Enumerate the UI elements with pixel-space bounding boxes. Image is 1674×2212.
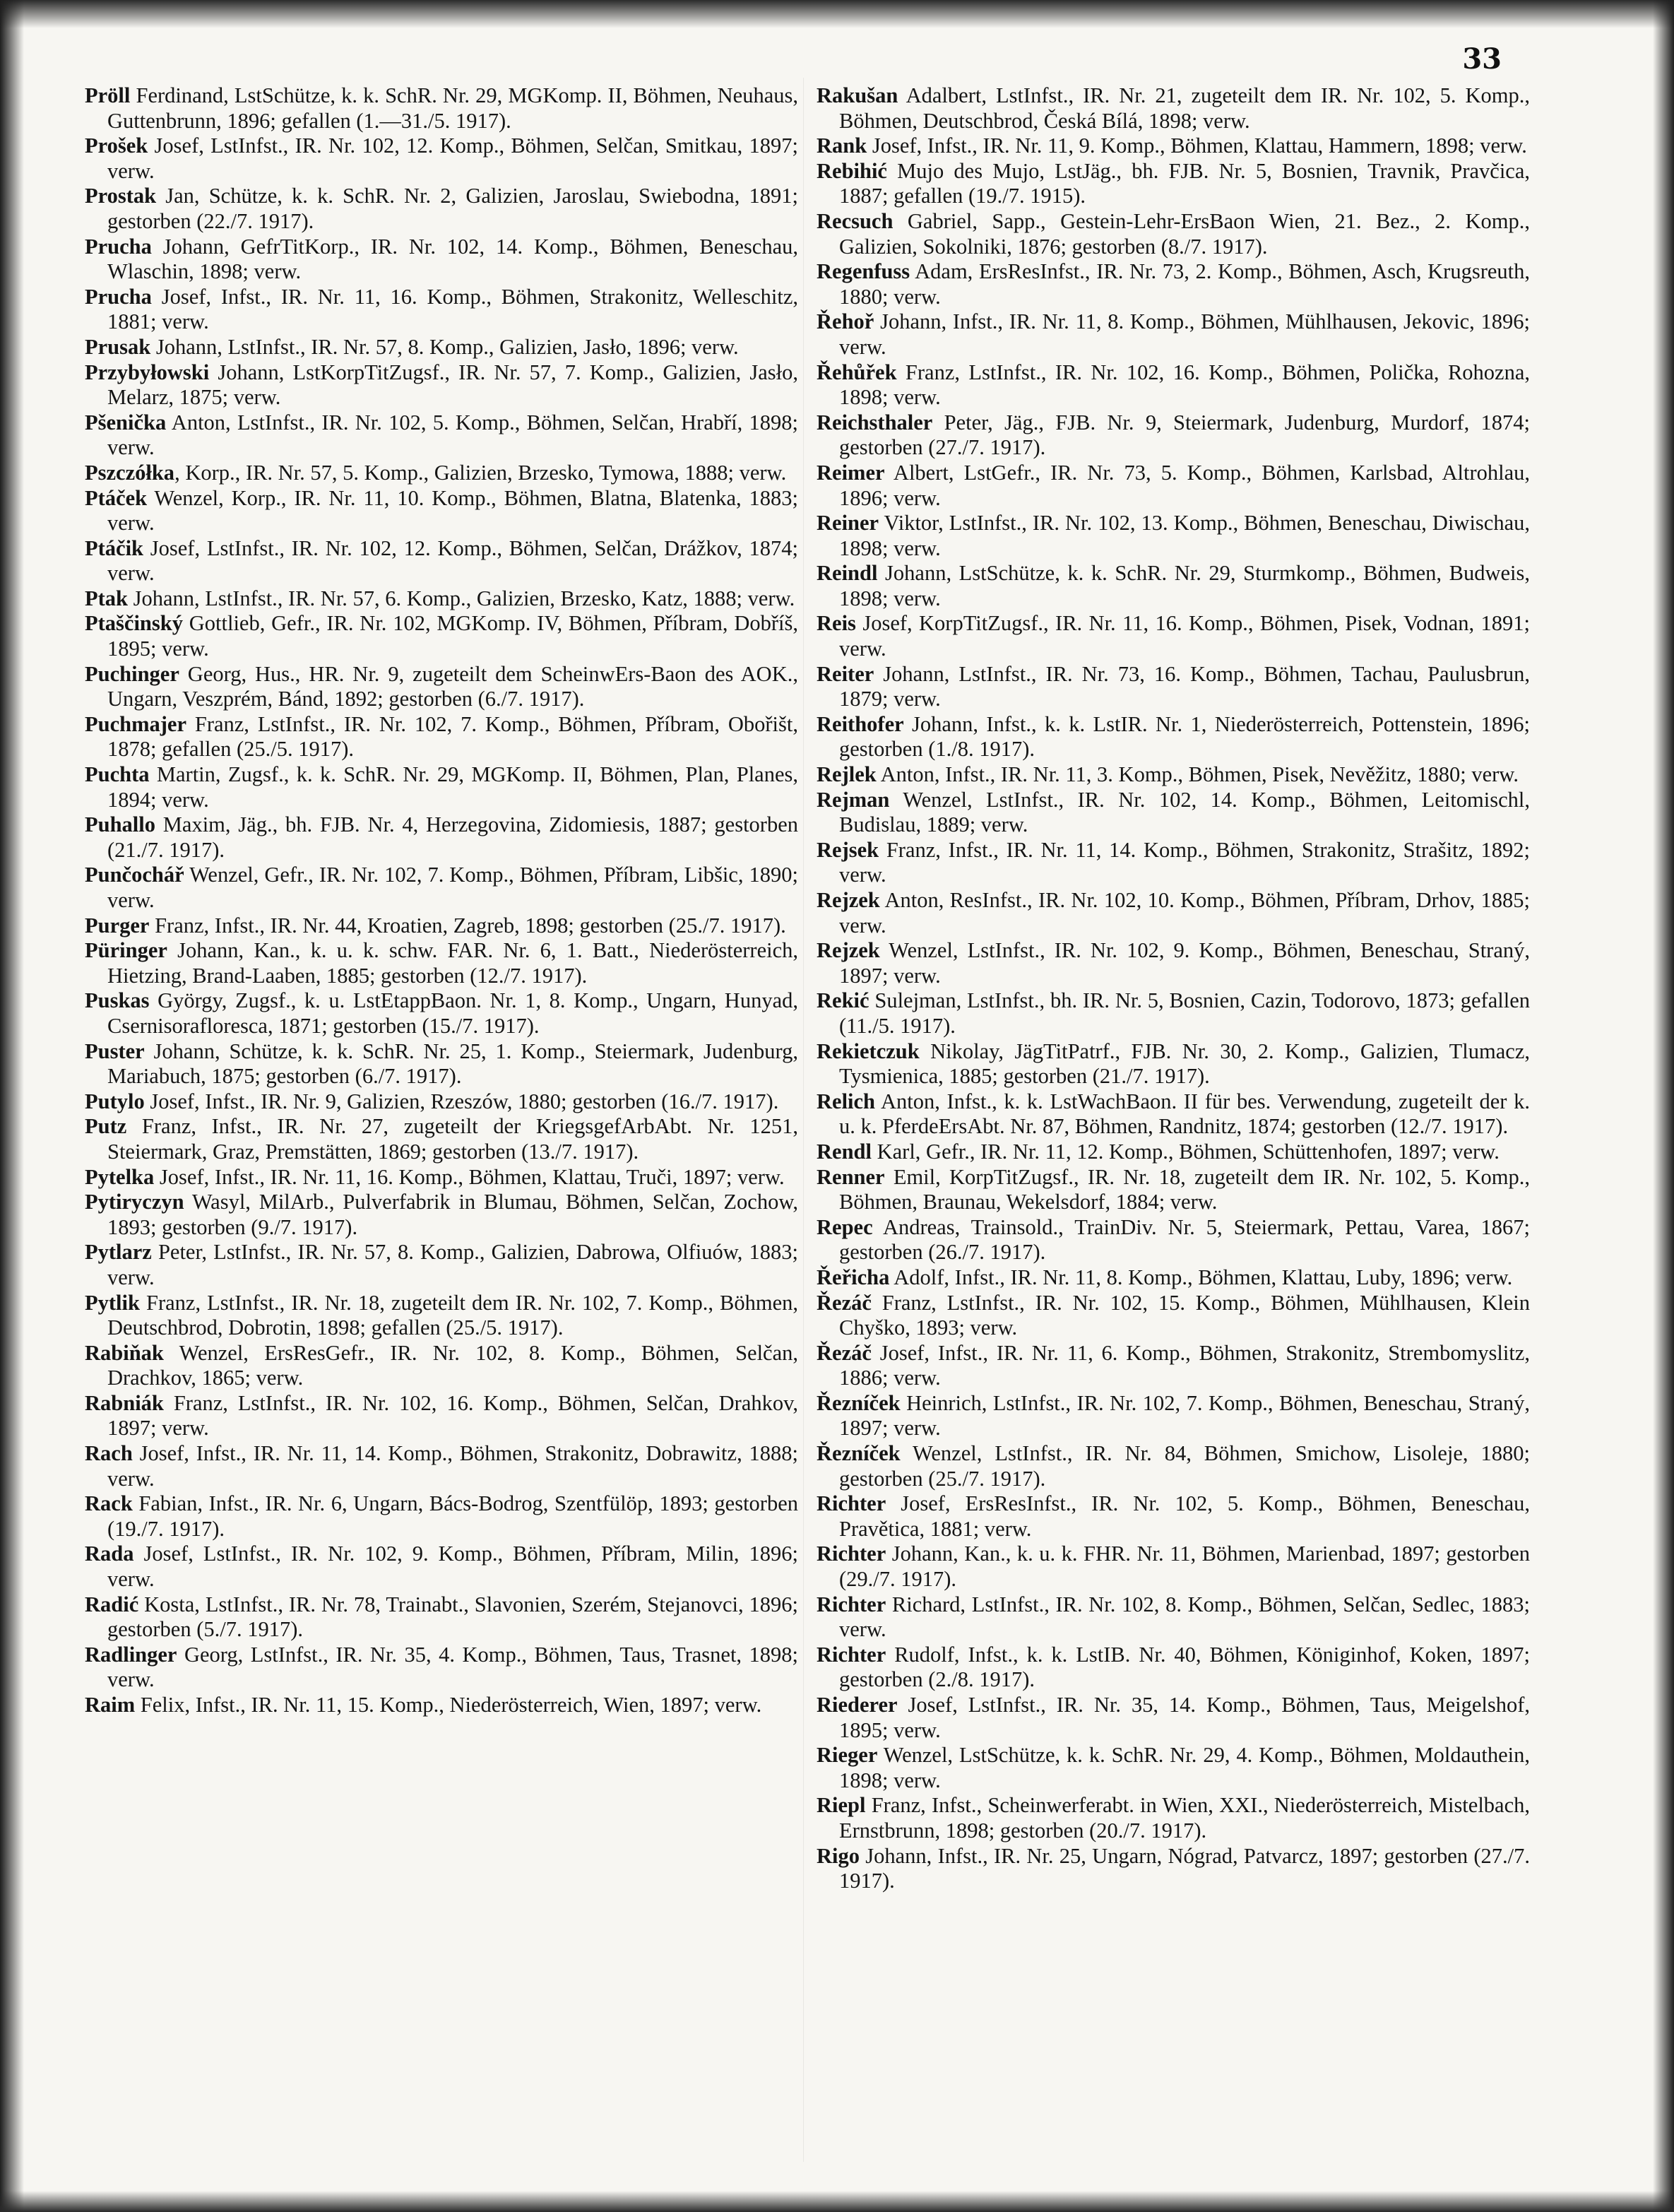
entry-surname: Rendl [817, 1139, 872, 1164]
entry-details: Felix, Infst., IR. Nr. 11, 15. Komp., Niederösterreich, Wien, 1897; verw. [135, 1693, 762, 1717]
entry-details: Johann, Infst., IR. Nr. 25, Ungarn, Nógrad, Patvarcz, 1897; gestorben (27./7. 1917). [839, 1843, 1530, 1893]
entry-details: Georg, LstInfst., IR. Nr. 35, 4. Komp., Böhmen, Taus, Trasnet, 1898; verw. [107, 1642, 798, 1692]
entry-details: Adam, ErsResInfst., IR. Nr. 73, 2. Komp., Böhmen, Asch, Krugsreuth, 1880; verw. [839, 259, 1530, 309]
casualty-entry [817, 1165, 1530, 1215]
entry-details: Josef, Infst., IR. Nr. 11, 14. Komp., Böhmen, Strakonitz, Dobrawitz, 1888; verw. [107, 1441, 798, 1491]
casualty-entry [817, 1215, 1530, 1265]
entry-details: Josef, ErsResInfst., IR. Nr. 102, 5. Komp., Böhmen, Beneschau, Pravětica, 1881; verw. [839, 1491, 1530, 1541]
entry-details: Wenzel, ErsResGefr., IR. Nr. 102, 8. Komp., Böhmen, Selčan, Drachkov, 1865; verw. [107, 1340, 798, 1390]
casualty-entry [817, 888, 1530, 938]
casualty-entry [817, 1140, 1530, 1165]
casualty-entry [85, 461, 798, 486]
entry-surname: Řezáč [817, 1340, 872, 1365]
casualty-entry [817, 762, 1530, 788]
entry-details: Richard, LstInfst., IR. Nr. 102, 8. Komp., Böhmen, Selčan, Sedlec, 1883; verw. [839, 1592, 1530, 1642]
entry-surname: Prošek [85, 134, 148, 158]
casualty-entry [817, 461, 1530, 511]
casualty-entry [85, 938, 798, 988]
entry-details: Johann, LstSchütze, k. k. SchR. Nr. 29, Sturmkomp., Böhmen, Budweis, 1898; verw. [839, 561, 1530, 610]
casualty-entry [85, 184, 798, 234]
page-number: 33 [1462, 42, 1502, 76]
entry-details: Franz, LstInfst., IR. Nr. 18, zugeteilt dem IR. Nr. 102, 7. Komp., Böhmen, Deutschbrod, Dobrotin, 1898; gefallen (25./5. 1917). [107, 1290, 798, 1340]
entry-surname: Repec [817, 1214, 873, 1239]
casualty-entry [85, 134, 798, 184]
entry-details: Rudolf, Infst., k. k. LstIB. Nr. 40, Böhmen, Königinhof, Koken, 1897; gestorben (2./8. 1917). [839, 1642, 1530, 1692]
entry-surname: Riederer [817, 1693, 898, 1717]
entry-details: Ferdinand, LstSchütze, k. k. SchR. Nr. 29, MGKomp. II, Böhmen, Neuhaus, Guttenbrunn, 1896; gefallen (1.—31./5. 1917). [107, 83, 798, 133]
entry-details: Johann, LstInfst., IR. Nr. 73, 16. Komp., Böhmen, Tachau, Paulusbrun, 1879; verw. [839, 661, 1530, 711]
entry-surname: Prusak [85, 334, 151, 359]
entry-details: Johann, LstKorpTitZugsf., IR. Nr. 57, 7. Komp., Galizien, Jasło, Melarz, 1875; verw. [107, 360, 798, 410]
casualty-entry [85, 1240, 798, 1290]
entry-details: Johann, Kan., k. u. k. schw. FAR. Nr. 6, 1. Batt., Niederösterreich, Hietzing, Brand-Laaben, 1885; gestorben (12./7. 1917). [107, 938, 798, 988]
casualty-entry [817, 511, 1530, 561]
entry-surname: Rabiňak [85, 1340, 164, 1365]
entry-surname: Püringer [85, 938, 167, 963]
entry-details: Emil, KorpTitZugsf., IR. Nr. 18, zugeteilt dem IR. Nr. 102, 5. Komp., Böhmen, Braunau, Wekelsdorf, 1884; verw. [839, 1164, 1530, 1214]
entry-details: Franz, LstInfst., IR. Nr. 102, 16. Komp., Böhmen, Selčan, Drahkov, 1897; verw. [107, 1390, 798, 1441]
entry-surname: Reichsthaler [817, 410, 933, 434]
entry-surname: Richter [817, 1542, 886, 1566]
entry-details: Johann, LstInfst., IR. Nr. 57, 8. Komp., Galizien, Jasło, 1896; verw. [150, 334, 739, 359]
entry-surname: Reiner [817, 511, 879, 536]
entry-details: Josef, KorpTitZugsf., IR. Nr. 11, 16. Komp., Böhmen, Pisek, Vodnan, 1891; verw. [839, 611, 1530, 661]
casualty-entry [85, 1693, 798, 1718]
entry-surname: Reis [817, 611, 856, 636]
casualty-entry [817, 561, 1530, 611]
casualty-entry [817, 788, 1530, 838]
casualty-entry [817, 1592, 1530, 1643]
left-column [85, 83, 798, 1718]
casualty-entry [85, 1291, 798, 1341]
casualty-entry [817, 1039, 1530, 1089]
entry-surname: Reiter [817, 661, 874, 686]
entry-surname: Ptak [85, 586, 128, 610]
casualty-entry [85, 335, 798, 360]
entry-details: Franz, Infst., IR. Nr. 44, Kroatien, Zagreb, 1898; gestorben (25./7. 1917). [149, 913, 786, 938]
entry-details: Josef, Infst., IR. Nr. 11, 9. Komp., Böhmen, Klattau, Hammern, 1898; verw. [867, 134, 1527, 158]
casualty-entry [85, 1592, 798, 1643]
entry-details: Johann, Kan., k. u. k. FHR. Nr. 11, Böhmen, Marienbad, 1897; gestorben (29./7. 1917). [839, 1542, 1530, 1592]
entry-details: Georg, Hus., HR. Nr. 9, zugeteilt dem SchеinwErs-Baon des AOK., Ungarn, Veszprém, Bánd, 1892; gestorben (6./7. 1917). [107, 661, 798, 711]
casualty-entry [85, 410, 798, 461]
entry-surname: Rack [85, 1491, 133, 1516]
casualty-entry [85, 1114, 798, 1164]
casualty-entry [85, 1441, 798, 1491]
casualty-entry [817, 938, 1530, 988]
entry-surname: Rabniák [85, 1390, 164, 1415]
casualty-entry [85, 913, 798, 939]
entry-surname: Rieger [817, 1743, 878, 1768]
entry-surname: Řezníček [817, 1441, 901, 1466]
entry-surname: Pšenička [85, 410, 167, 434]
casualty-entry [817, 1265, 1530, 1291]
entry-details: Johann, Infst., k. k. LstIR. Nr. 1, Niederösterreich, Pottenstein, 1896; gestorben (1./8. 1917). [839, 711, 1530, 762]
entry-surname: Puskas [85, 988, 150, 1013]
entry-surname: Purger [85, 913, 150, 938]
casualty-entry [817, 611, 1530, 661]
entry-details: Johann, GefrTitKorp., IR. Nr. 102, 14. Komp., Böhmen, Beneschau, Wlaschin, 1898; verw. [107, 234, 798, 284]
casualty-entry [85, 285, 798, 335]
entry-details: Maxim, Jäg., bh. FJB. Nr. 4, Herzegovina, Zidomiesis, 1887; gestorben (21./7. 1917). [107, 812, 798, 862]
entry-details: Johann, Infst., IR. Nr. 11, 8. Komp., Böhmen, Mühlhausen, Jekovic, 1896; verw. [839, 309, 1530, 359]
casualty-entry [817, 712, 1530, 762]
casualty-entry [817, 1341, 1530, 1391]
scan-edge-top [0, 0, 1674, 28]
entry-surname: Rakušan [817, 83, 898, 107]
entry-surname: Richter [817, 1642, 886, 1667]
entry-surname: Puchinger [85, 661, 179, 686]
scan-edge-left [0, 0, 24, 2212]
casualty-entry [817, 1291, 1530, 1341]
entry-surname: Pytlik [85, 1290, 140, 1315]
entry-surname: Richter [817, 1491, 886, 1516]
entry-details: Anton, ResInfst., IR. Nr. 102, 10. Komp., Böhmen, Příbram, Drhov, 1885; verw. [839, 888, 1530, 938]
entry-details: Karl, Gefr., IR. Nr. 11, 12. Komp., Böhmen, Schüttenhofen, 1897; verw. [871, 1139, 1500, 1164]
entry-surname: Puchmajer [85, 711, 186, 736]
casualty-entry [817, 134, 1530, 159]
entry-surname: Riepl [817, 1793, 866, 1818]
entry-surname: Punčochář [85, 863, 184, 887]
entry-details: Josef, LstInfst., IR. Nr. 35, 14. Komp., Böhmen, Taus, Meigelshof, 1895; verw. [839, 1693, 1530, 1742]
column-gutter [803, 78, 804, 2162]
entry-details: Jan, Schütze, k. k. SchR. Nr. 2, Galizien, Jaroslau, Swiebodna, 1891; gestorben (22./7. 1917). [107, 184, 798, 233]
entry-surname: Řehůřek [817, 360, 897, 384]
casualty-entry [817, 838, 1530, 888]
entry-surname: Putz [85, 1114, 127, 1139]
casualty-entry [817, 159, 1530, 209]
entry-details: Albert, LstGefr., IR. Nr. 73, 5. Komp., Böhmen, Karlsbad, Altrohlau, 1896; verw. [839, 460, 1530, 510]
entry-surname: Rigo [817, 1843, 860, 1868]
entry-surname: Rekić [817, 988, 869, 1013]
entry-details: , Korp., IR. Nr. 57, 5. Komp., Galizien, Brzesko, Tymowa, 1888; verw. [174, 460, 787, 485]
entry-surname: Řeřicha [817, 1265, 890, 1289]
entry-surname: Ptáček [85, 485, 148, 510]
casualty-entry [85, 812, 798, 863]
entry-surname: Regenfuss [817, 259, 910, 284]
entry-surname: Rebihić [817, 158, 887, 183]
entry-details: Johann, Schütze, k. k. SchR. Nr. 25, 1. Komp., Steiermark, Judenburg, Mariabuch, 1875; gestorben (6./7. 1917). [107, 1039, 798, 1089]
entry-surname: Rejzek [817, 888, 880, 912]
casualty-entry [85, 662, 798, 712]
entry-details: Anton, LstInfst., IR. Nr. 102, 5. Komp., Böhmen, Selčan, Hrabří, 1898; verw. [107, 410, 798, 460]
casualty-entry [817, 1693, 1530, 1743]
entry-details: Gottlieb, Gefr., IR. Nr. 102, MGKomp. IV, Böhmen, Příbram, Dobříš, 1895; verw. [107, 611, 798, 661]
entry-surname: Rada [85, 1542, 134, 1566]
entry-surname: Recsuch [817, 208, 894, 233]
entry-surname: Řezáč [817, 1290, 872, 1315]
entry-details: Peter, LstInfst., IR. Nr. 57, 8. Komp., Galizien, Dabrowa, Olfiuów, 1883; verw. [107, 1240, 798, 1289]
entry-details: Josef, LstInfst., IR. Nr. 102, 9. Komp., Böhmen, Příbram, Milin, 1896; verw. [107, 1542, 798, 1592]
entry-details: Gabriel, Sapp., Gestein-Lehr-ErsBaon Wien, 21. Bez., 2. Komp., Galizien, Sokolniki, 1876; gestorben (8./7. 1917). [839, 208, 1530, 259]
entry-surname: Reithofer [817, 711, 904, 736]
entry-surname: Renner [817, 1164, 885, 1189]
entry-details: Franz, Infst., IR. Nr. 27, zugeteilt der KriegsgefArbAbt. Nr. 1251, Steiermark, Graz, Premstätten, 1869; gestorben (13./7. 1917). [107, 1114, 798, 1164]
entry-surname: Radlinger [85, 1642, 177, 1667]
casualty-entry [817, 309, 1530, 360]
entry-surname: Rejlek [817, 762, 877, 787]
entry-surname: Pröll [85, 83, 131, 107]
entry-surname: Relich [817, 1089, 876, 1113]
casualty-entry [817, 1089, 1530, 1140]
casualty-entry [817, 1441, 1530, 1491]
entry-surname: Reindl [817, 561, 878, 586]
entry-surname: Pszczółka [85, 460, 175, 485]
casualty-entry [85, 83, 798, 134]
entry-details: Anton, Infst., k. k. LstWachBaon. II für bes. Verwendung, zugeteilt der k. u. k. PferdeErsAbt. Nr. 87, Böhmen, Randnitz, 1874; gestorben (12./7. 1917). [839, 1089, 1530, 1139]
entry-surname: Pytelka [85, 1164, 155, 1189]
casualty-entry [85, 586, 798, 612]
entry-details: Adalbert, LstInfst., IR. Nr. 21, zugeteilt dem IR. Nr. 102, 5. Komp., Böhmen, Deutschbrod, Česká Bílá, 1898; verw. [839, 83, 1530, 133]
entry-details: Johann, LstInfst., IR. Nr. 57, 6. Komp., Galizien, Brzesko, Katz, 1888; verw. [128, 586, 795, 610]
entry-surname: Putylo [85, 1089, 145, 1113]
casualty-entry [85, 762, 798, 812]
entry-details: Peter, Jäg., FJB. Nr. 9, Steiermark, Judenburg, Murdorf, 1874; gestorben (27./7. 1917). [839, 410, 1530, 460]
casualty-entry [85, 235, 798, 285]
entry-details: Fabian, Infst., IR. Nr. 6, Ungarn, Bács-Bodrog, Szentfülöp, 1893; gestorben (19./7. 1917). [107, 1491, 798, 1541]
casualty-entry [817, 360, 1530, 410]
casualty-entry [817, 1542, 1530, 1592]
entry-details: Josef, Infst., IR. Nr. 11, 6. Komp., Böhmen, Strakonitz, Strembomyslitz, 1886; verw. [839, 1340, 1530, 1390]
entry-surname: Przybyłowski [85, 360, 210, 384]
entry-surname: Rach [85, 1441, 133, 1466]
casualty-entry [817, 259, 1530, 309]
casualty-entry [817, 988, 1530, 1039]
entry-surname: Ptáčik [85, 536, 144, 560]
entry-details: Viktor, LstInfst., IR. Nr. 102, 13. Komp., Böhmen, Beneschau, Diwischau, 1898; verw. [839, 511, 1530, 560]
casualty-entry [817, 1844, 1530, 1894]
entry-details: Josef, LstInfst., IR. Nr. 102, 12. Komp., Böhmen, Selčan, Drážkov, 1874; verw. [107, 536, 798, 586]
entry-details: Andreas, Trainsold., TrainDiv. Nr. 5, Steiermark, Pettau, Varea, 1867; gestorben (26./7. 1917). [839, 1214, 1530, 1265]
entry-details: Franz, LstInfst., IR. Nr. 102, 16. Komp., Böhmen, Polička, Rohozna, 1898; verw. [839, 360, 1530, 410]
casualty-entry [817, 83, 1530, 134]
entry-surname: Raim [85, 1693, 136, 1717]
entry-surname: Řezníček [817, 1390, 901, 1415]
entry-surname: Pytiryczyn [85, 1190, 184, 1214]
entry-surname: Rejzek [817, 938, 880, 963]
entry-surname: Puhallo [85, 812, 156, 837]
casualty-entry [85, 1190, 798, 1240]
entry-details: Nikolay, JägTitPatrf., FJB. Nr. 30, 2. Komp., Galizien, Tlumacz, Tysmienica, 1885; gestorben (21./7. 1917). [839, 1039, 1530, 1089]
entry-surname: Reimer [817, 460, 885, 485]
entry-details: Josef, Infst., IR. Nr. 11, 16. Komp., Böhmen, Klattau, Truči, 1897; verw. [154, 1164, 785, 1189]
entry-details: Sulejman, LstInfst., bh. IR. Nr. 5, Bosnien, Cazin, Todorovo, 1873; gefallen (11./5. 1917). [839, 988, 1530, 1038]
entry-surname: Prostak [85, 184, 157, 208]
entry-details: Anton, Infst., IR. Nr. 11, 3. Komp., Böhmen, Pisek, Nevěžitz, 1880; verw. [876, 762, 1519, 787]
scan-edge-bottom [0, 2191, 1674, 2212]
entry-surname: Puchta [85, 762, 150, 787]
casualty-entry [817, 662, 1530, 712]
entry-surname: Rekietczuk [817, 1039, 920, 1063]
casualty-entry [85, 1089, 798, 1115]
entry-surname: Richter [817, 1592, 886, 1616]
casualty-entry [85, 1542, 798, 1592]
casualty-entry [85, 360, 798, 410]
casualty-entry [85, 988, 798, 1039]
entry-surname: Radić [85, 1592, 139, 1616]
scan-edge-right [1653, 0, 1674, 2212]
entry-details: Wenzel, LstInfst., IR. Nr. 102, 9. Komp., Böhmen, Beneschau, Strаný, 1897; verw. [839, 938, 1530, 988]
entry-surname: Řehoř [817, 309, 874, 334]
entry-details: Martin, Zugsf., k. k. SchR. Nr. 29, MGKomp. II, Böhmen, Plan, Planes, 1894; verw. [107, 762, 798, 812]
entry-details: Adolf, Infst., IR. Nr. 11, 8. Komp., Böhmen, Klattau, Luby, 1896; verw. [889, 1265, 1513, 1289]
casualty-entry [85, 1341, 798, 1391]
entry-details: Franz, LstInfst., IR. Nr. 102, 7. Komp., Böhmen, Příbram, Obořišt, 1878; gefallen (25./5. 1917). [107, 711, 798, 762]
right-column [817, 83, 1530, 1894]
entry-details: Franz, Infst., Scheinwerferabt. in Wien, XXI., Niederösterreich, Mistelbach, Ernstbrunn, 1898; gestorben (20./7. 1917). [839, 1793, 1530, 1843]
casualty-entry [817, 1793, 1530, 1843]
casualty-entry [817, 1391, 1530, 1441]
casualty-entry [817, 209, 1530, 259]
casualty-entry [85, 536, 798, 586]
entry-details: Kosta, LstInfst., IR. Nr. 78, Trainabt., Slavonien, Szerém, Stejanovci, 1896; gestorben (5./7. 1917). [107, 1592, 798, 1642]
entry-details: Wenzel, LstInfst., IR. Nr. 102, 14. Komp., Böhmen, Leitomischl, Budislau, 1889; verw. [839, 787, 1530, 837]
entry-details: Wenzel, Gefr., IR. Nr. 102, 7. Komp., Böhmen, Příbram, Libšic, 1890; verw. [107, 863, 798, 912]
casualty-entry [85, 712, 798, 762]
casualty-entry [817, 1491, 1530, 1542]
entry-details: Wasyl, MilArb., Pulverfabrik in Blumau, Böhmen, Selčan, Zochow, 1893; gestorben (9./7. 1917). [107, 1190, 798, 1239]
casualty-entry [85, 1039, 798, 1089]
casualty-entry [817, 410, 1530, 461]
casualty-entry [85, 486, 798, 536]
entry-details: Mujo des Mujo, LstJäg., bh. FJB. Nr. 5, Bosnien, Travnik, Pravčica, 1887; gefallen (19./7. 1915). [839, 158, 1530, 208]
entry-details: Heinrich, LstInfst., IR. Nr. 102, 7. Komp., Böhmen, Beneschau, Strаný, 1897; verw. [839, 1390, 1530, 1441]
entry-details: Wenzel, Korp., IR. Nr. 11, 10. Komp., Böhmen, Blatna, Blatenka, 1883; verw. [107, 485, 798, 536]
entry-surname: Rejman [817, 787, 890, 812]
entry-details: Franz, Infst., IR. Nr. 11, 14. Komp., Böhmen, Strakonitz, Strašitz, 1892; verw. [839, 837, 1530, 887]
casualty-entry [817, 1643, 1530, 1693]
entry-details: Josef, LstInfst., IR. Nr. 102, 12. Komp., Böhmen, Selčan, Smitkau, 1897; verw. [107, 134, 798, 183]
entry-surname: Rejsek [817, 837, 879, 862]
entry-surname: Ptaščinský [85, 611, 183, 636]
casualty-entry [85, 1165, 798, 1190]
casualty-entry [85, 1391, 798, 1441]
casualty-entry [817, 1743, 1530, 1793]
entry-details: Wenzel, LstInfst., IR. Nr. 84, Böhmen, Smichow, Lisoleje, 1880; gestorben (25./7. 1917). [839, 1441, 1530, 1491]
entry-surname: Prucha [85, 284, 152, 309]
casualty-entry [85, 1491, 798, 1542]
casualty-entry [85, 1643, 798, 1693]
entry-details: Josef, Infst., IR. Nr. 11, 16. Komp., Böhmen, Strakonitz, Welleschitz, 1881; verw. [107, 284, 798, 334]
entry-surname: Prucha [85, 234, 152, 259]
casualty-entry [85, 611, 798, 661]
entry-details: Franz, LstInfst., IR. Nr. 102, 15. Komp., Böhmen, Mühlhausen, Klein Chyško, 1893; verw. [839, 1290, 1530, 1340]
entry-surname: Puster [85, 1039, 145, 1063]
casualty-entry [85, 863, 798, 913]
entry-details: György, Zugsf., k. u. LstEtappBaon. Nr. 1, 8. Komp., Ungarn, Hunyad, Csernisorafloresca, 1871; gestorben (15./7. 1917). [107, 988, 798, 1038]
entry-surname: Pytlarz [85, 1240, 152, 1265]
entry-details: Josef, Infst., IR. Nr. 9, Galizien, Rzeszów, 1880; gestorben (16./7. 1917). [144, 1089, 779, 1113]
entry-details: Wenzel, LstSchütze, k. k. SchR. Nr. 29, 4. Komp., Böhmen, Moldauthein, 1898; verw. [839, 1743, 1530, 1792]
entry-surname: Rank [817, 134, 867, 158]
